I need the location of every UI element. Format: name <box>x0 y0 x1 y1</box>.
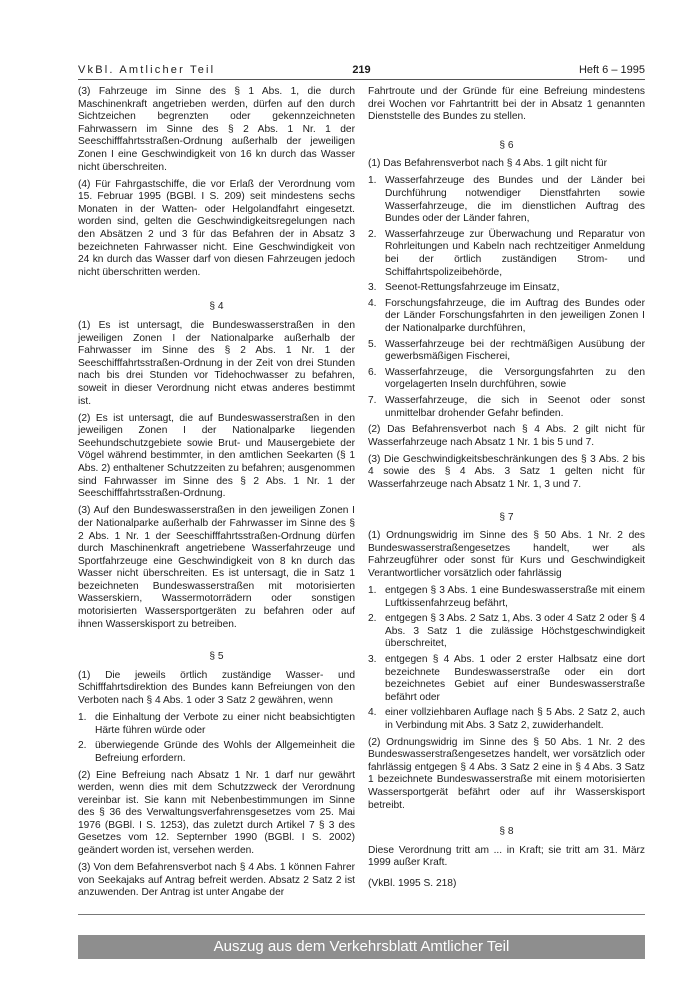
footer-banner: Auszug aus dem Verkehrsblatt Amtlicher Teil <box>78 935 645 959</box>
left-column <box>78 86 355 904</box>
right-column <box>368 86 645 896</box>
paragraph: (1) Die jeweils örtlich zuständige Wasser- und Schifffahrtsdirektion des Bundes kann Befreiungen von den Verboten nach § 4 Abs. 1 oder 3 Satz 2 gewähren, wenn <box>78 669 355 707</box>
citation: (VkBl. 1995 S. 218) <box>368 878 457 890</box>
paragraph: (2) Ordnungswidrig im Sinne des § 50 Abs. 1 Nr. 2 des Bundeswasserstraßengesetzes handelt, wer vorsätzlich oder fahrlässig entgegen § 4 Abs. 3 Satz 2 eine in § 4 Abs. 3 Satz 1 bezeichnete Bundeswasserstraße mit einem motorisierten Wassersportgerät befährt oder auf ihr Wasserskisport betreibt. <box>368 736 645 811</box>
list-item: 2. Wasserfahrzeuge zur Überwachung und Reparatur von Rohrleitungen und Kabeln nach rechtzeitiger Anmeldung bei der örtlich zuständigen Strom- und Schiffahrtspolizeibehörde, <box>368 228 645 278</box>
list-item: 6. Wasserfahrzeuge, die Versorgungsfahrten zu den vorgelagerten Inseln durchführen, sowie <box>368 366 645 391</box>
paragraph: (3) Auf den Bundeswasserstraßen in den jeweiligen Zonen I der Nationalparke außerhalb der Fahrwasser im Sinne des § 2 Abs. 1 Nr. 1 der Seeschifffahrtsstraßen-Ordnung dürfen durch Maschinenkraft angetriebene Wasserfahrzeuge und Sportfahrzeuge eine Geschwindigkeit von 8 kn durch das Wasser nicht überschreiten. Es ist untersagt, die in Satz 1 bezeichneten Bundeswasserstraßen mit motorisierten Wasserskiern, Wassermotorrädern oder sonstigen motorisierten Wassersportgeräten zu befahren oder auf ihnen Wasserskisport zu betreiben. <box>78 505 355 630</box>
paragraph: (1) Ordnungswidrig im Sinne des § 50 Abs. 1 Nr. 2 des Bundeswasserstraßengesetzes handelt, wer als Fahrzeugführer oder sonst für Kurs und Geschwindigkeit Verantwortlicher vorsätzlich oder fahrlässig <box>368 530 645 579</box>
list-item: 4. einer vollziehbaren Auflage nach § 5 Abs. 2 Satz 2, auch in Verbindung mit Abs. 3 Satz 2, zuwiderhandelt. <box>368 707 645 732</box>
paragraph: (3) Die Geschwindigkeitsbeschränkungen des § 3 Abs. 2 bis 4 sowie des § 4 Abs. 3 Satz 1 gelten nicht für Wasserfahrzeuge nach Absatz 1 Nr. 1, 3 und 7. <box>368 453 645 491</box>
list-item: 3. entgegen § 4 Abs. 1 oder 2 erster Halbsatz eine dort bezeichnete Bundeswasserstraße oder ein dort bezeichnetes Gebiet auf einer Bundeswasserstraße befährt oder <box>368 654 645 703</box>
list-item: 5. Wasserfahrzeuge bei der rechtmäßigen Ausübung der gewerbsmäßigen Fischerei, <box>368 338 645 363</box>
paragraph: (4) Für Fahrgastschiffe, die vor Erlaß der Verordnung vom 15. Februar 1995 (BGBl. I S. 209) seit mindestens sechs Monaten in der Watten- oder Helgolandfahrt eingesetzt. worden sind, gelten die Geschwindigkeitsregelungen nach den Absätzen 2 und 3 für das Befahren der in Absatz 3 bezeichneten Fahrwasser nicht. Eine Geschwindigkeit von 24 kn durch das Wasser darf von diesen Fahrzeugen jedoch nicht überschritten werden. <box>78 178 355 278</box>
section-heading-4: § 4 <box>209 301 224 313</box>
journal-title: VkBl. Amtlicher Teil <box>78 64 216 76</box>
section-heading-7: § 7 <box>499 511 514 523</box>
paragraph: Fahrtroute und der Gründe für eine Befreiung mindestens drei Wochen vor Fahrtantritt bei der in Absatz 1 genannten Dienststelle des Bundes zu stellen. <box>368 86 645 123</box>
paragraph: (2) Eine Befreiung nach Absatz 1 Nr. 1 darf nur gewährt werden, wenn dies mit dem Schutzzweck der Verordnung vereinbar ist. Sie kann mit Nebenbestimmungen im Sinne des § 36 des Verwaltungsverfahrensgesetzes vom 25. Mai 1976 (BGBl. I S. 1253), das zuletzt durch Artikel 7 § 3 des Gesetzes vom 12. Septernber 1990 (BGBl. I S. 2002) geändert worden ist, versehen werden. <box>78 769 355 857</box>
footer-divider <box>78 914 645 915</box>
issue-label: Heft 6 – 1995 <box>578 64 645 76</box>
paragraph: (3) Fahrzeuge im Sinne des § 1 Abs. 1, die durch Maschinenkraft angetrieben werden, dürfen auf den durch Sichtzeichen begrenzten oder gekennzeichneten Fahrwassern im Sinne des § 2 Abs. 1 Nr. 1 der Seeschifffahrtsstraßen-Ordnung außerhalb der jeweiligen Zonen I eine Geschwindigkeit von 16 kn durch das Wasser nicht überschreiten. <box>78 86 355 173</box>
section-heading-5: § 5 <box>209 651 224 663</box>
list-item: 1. die Einhaltung der Verbote zu einer nicht beabsichtigten Härte führen würde oder <box>78 712 355 736</box>
page-header <box>78 62 645 78</box>
paragraph: (2) Es ist untersagt, die auf Bundeswasserstraßen in den jeweiligen Zonen I der Nationalparke liegenden Seehundschutzgebiete sowie Brut- und Mausergebiete der Vögel während bestimmter, in den amtlichen Seekarten (§ 1 Abs. 2) enthaltener Schutzzeiten zu befahren; ausgenommen sind Fahrwasser im Sinne des § 2 Abs. 1 Nr. 1 der Seeschifffahrtsstraßen-Ordnung. <box>78 412 355 500</box>
paragraph: (1) Es ist untersagt, die Bundeswasserstraßen in den jeweiligen Zonen I der Nationalparke außerhalb der Fahrwasser im Sinne des § 2 Abs. 1 Nr. 1 der Seeschifffahrtsstraßen-Ordnung in der Zeit von drei Stunden nach bis drei Stunden vor Tidehochwasser zu befahren, soweit in dieser Verordnung nicht etwas anderes bestimmt ist. <box>78 320 355 407</box>
section-heading-8: § 8 <box>499 826 514 838</box>
paragraph: (3) Von dem Befahrensverbot nach § 4 Abs. 1 können Fahrer von Seekajaks auf Antrag befreit werden. Absatz 2 Satz 2 ist anzuwenden. Der Antrag ist unter Angabe der <box>78 862 355 899</box>
paragraph: Diese Verordnung tritt am ... in Kraft; sie tritt am 31. März 1999 außer Kraft. <box>368 844 645 869</box>
paragraph: (1) Das Befahrensverbot nach § 4 Abs. 1 gilt nicht für <box>368 158 607 170</box>
list-item: 7. Wasserfahrzeuge, die sich in Seenot oder sonst unmittelbar drohender Gefahr befinden. <box>368 394 645 419</box>
list-s6 <box>368 175 645 420</box>
paragraph: (2) Das Befahrensverbot nach § 4 Abs. 2 gilt nicht für Wasserfahrzeuge nach Absatz 1 Nr. 1 bis 5 und 7. <box>368 424 645 448</box>
page-number: 219 <box>352 64 371 76</box>
list-s5 <box>78 712 355 765</box>
list-item: 2. entgegen § 3 Abs. 2 Satz 1, Abs. 3 oder 4 Satz 2 oder § 4 Abs. 3 Satz 1 die zulässige Höchstgeschwindigkeit überschreitet, <box>368 613 645 650</box>
section-heading-6: § 6 <box>499 139 514 151</box>
list-item: 1. Wasserfahrzeuge des Bundes und der Länder bei Durchführung notwendiger Dienstfahrten sowie Wasserfahrzeuge, die im dienstlichen Auftrag des Bundes oder der Länder fahren, <box>368 175 645 225</box>
header-divider <box>78 79 645 80</box>
list-item: 2. überwiegende Gründe des Wohls der Allgemeinheit die Befreiung erfordern. <box>78 740 355 764</box>
list-item: 4. Forschungsfahrzeuge, die im Auftrag des Bundes oder der Länder Forschungsfahrten in den jeweiligen Zonen I der Nationalparke durchführen, <box>368 297 645 334</box>
list-item: 3. Seenot-Rettungsfahrzeuge im Einsatz, <box>368 282 560 294</box>
list-item: 1. entgegen § 3 Abs. 1 eine Bundeswasserstraße mit einem Luftkissenfahrzeug befährt, <box>368 585 645 609</box>
list-s7 <box>368 585 645 733</box>
